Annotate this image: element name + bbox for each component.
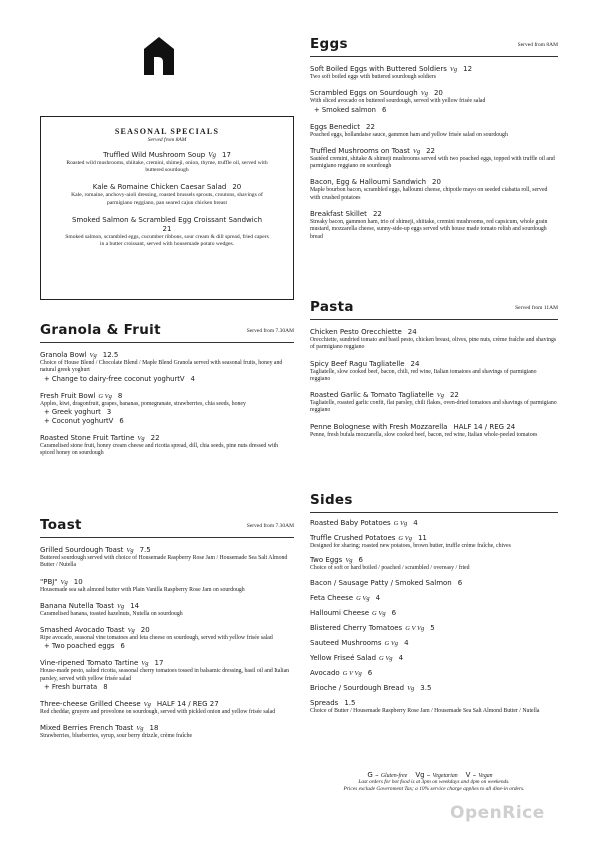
- menu-item-addon: [40, 642, 294, 651]
- menu-item: [310, 534, 558, 550]
- menu-item-name: [310, 654, 558, 663]
- section-served-time: Served from 11AM: [515, 305, 558, 311]
- menu-item-title: Penne Bolognese with Fresh Mozzarella: [310, 422, 448, 431]
- legend-separator: –: [424, 771, 433, 779]
- menu-item-title: Fresh Fruit Bowl: [40, 391, 96, 400]
- addon-label: + Coconut yoghurt: [44, 416, 109, 425]
- menu-item-name: [40, 351, 294, 360]
- menu-item-title: Soft Boiled Eggs with Buttered Soldiers: [310, 65, 447, 73]
- dietary-tag: Vg: [407, 684, 415, 692]
- special-item-title: Kale & Romaine Chicken Caesar Salad: [92, 183, 227, 192]
- legend-label: Vegetarian: [432, 773, 458, 779]
- menu-item-price: 6: [367, 668, 373, 677]
- menu-item-title: Feta Cheese: [310, 593, 354, 602]
- dietary-tag: G Vg: [372, 609, 386, 617]
- section-header: [40, 316, 294, 338]
- menu-item-description: Red cheddar, gruyere and provolone on sourdough, served with pickled onion and yellow frisée salad: [40, 709, 276, 716]
- menu-item-name: [310, 391, 558, 400]
- menu-item-price: 1.5: [344, 698, 356, 707]
- menu-item: [310, 328, 558, 352]
- dietary-tag: Vg: [436, 392, 444, 400]
- addon-price: 4: [190, 374, 195, 383]
- section-divider: [310, 319, 558, 320]
- menu-item: [310, 178, 558, 202]
- menu-item-price: HALF 14 / REG 27: [156, 700, 219, 709]
- menu-item-description: Poached eggs, hollandaise sauce, gammon ham and yellow frisée salad on sourdough: [310, 131, 508, 138]
- menu-item-name: [310, 328, 558, 337]
- menu-item-title: Yellow Friseé Salad: [310, 653, 377, 662]
- menu-item: [310, 147, 558, 171]
- section-eggs: [310, 30, 558, 241]
- legend-label: Gluten-free: [380, 773, 408, 779]
- menu-item-price: 24: [407, 328, 417, 336]
- menu-item-description: Caramelised stone fruit, honey cream cheese and ricotta spread, dill, chia seeds, pine nuts dressed with spiced honey on sourdough: [40, 442, 279, 457]
- special-item-title: Truffled Wild Mushroom Soup: [103, 151, 206, 159]
- menu-item-name: [310, 609, 558, 618]
- dietary-tag: Vg: [127, 627, 135, 635]
- addon-label: + Change to dairy-free coconut yoghurt: [44, 374, 180, 383]
- addon-price: 3: [106, 407, 112, 416]
- section-divider: [40, 342, 294, 343]
- menu-item: [310, 654, 558, 663]
- addon-price: 6: [119, 416, 124, 425]
- dietary-tag: V: [108, 416, 114, 425]
- specials-list: [41, 151, 293, 248]
- legend-label: Vegan: [478, 773, 493, 779]
- dietary-tag: G Vg: [398, 535, 412, 542]
- legend-code: G: [367, 771, 373, 779]
- menu-item-name: [40, 602, 294, 611]
- menu-item-price: 20: [432, 178, 441, 187]
- menu-item-title: Breakfast Skillet: [310, 210, 367, 219]
- menu-item-name: [310, 65, 558, 74]
- menu-item-description: Caramelised banana, toasted hazelnuts, Nutella on sourdough: [40, 610, 183, 617]
- menu-item-description: Two soft boiled eggs with buttered sourdough soldiers: [310, 74, 436, 80]
- menu-item-title: Sauteed Mushrooms: [310, 638, 382, 647]
- menu-item-title: Roasted Stone Fruit Tartine: [40, 433, 135, 442]
- legend-code: V: [465, 771, 471, 779]
- menu-item-title: Spicy Beef Ragu Tagliatelle: [310, 359, 405, 368]
- menu-item-title: Truffle Crushed Potatoes: [310, 534, 396, 542]
- dietary-tag: G Vg: [384, 639, 399, 647]
- menu-item: [310, 423, 558, 439]
- menu-item-title: Blistered Cherry Tomatoes: [310, 623, 403, 632]
- legend-code: Vg: [415, 771, 425, 779]
- menu-item-addon: [40, 375, 294, 384]
- menu-item-price: 10: [73, 577, 83, 586]
- menu-item-price: 4: [398, 653, 404, 662]
- dietary-tag: Vg: [136, 725, 144, 733]
- dietary-tag: Vg: [137, 434, 145, 442]
- menu-item-description: Choice of soft or hard boiled / poached / scrambled / overeasy / fried: [310, 565, 470, 572]
- menu-item-description: With sliced avocado on buttered sourdough, served with yellow frisée salad: [310, 98, 486, 105]
- menu-item: [40, 724, 294, 740]
- special-item-price: 20: [232, 183, 242, 192]
- addon-label: + Fresh burrata: [44, 683, 98, 692]
- menu-item: [310, 556, 558, 572]
- section-toast: [40, 511, 294, 741]
- section-granola: [40, 316, 294, 457]
- dietary-legend: [310, 771, 558, 779]
- dietary-tag: Vg: [126, 547, 134, 554]
- footer-note-prices: Prices exclude Government Tax; a 10% service charge applies to all dine-in orders.: [343, 786, 525, 792]
- dietary-tag: V: [179, 374, 185, 383]
- dietary-tag: G Vg: [393, 520, 408, 527]
- menu-item: [310, 210, 558, 241]
- menu-item-price: 4: [413, 519, 418, 527]
- menu-item-description: Apples, kiwi, dragonfruit, grapes, bananas, pomegranate, strawberries, chia seeds, honey: [40, 400, 246, 407]
- dietary-tag: Vg: [412, 147, 421, 155]
- menu-item-price: 12.5: [102, 351, 119, 359]
- menu-item-title: Brioche / Sourdough Bread: [310, 683, 405, 692]
- menu-item: [40, 578, 294, 594]
- menu-item-name: [40, 659, 294, 668]
- dietary-tag: Vg: [60, 578, 68, 586]
- menu-item-description: Ripe avocado, seasonal vine tomatoes and feta cheese on sourdough, served with yellow frisée salad: [40, 635, 273, 642]
- menu-item: [310, 519, 558, 528]
- section-title: Granola & Fruit: [40, 322, 161, 338]
- dietary-tag: G Vg: [379, 654, 393, 662]
- menu-item-name: [40, 434, 294, 443]
- menu-item: [40, 659, 294, 692]
- menu-item-price: 12: [463, 65, 473, 73]
- special-item-description: Roasted wild mushrooms, shiitake, cremini, shimeji, onion, thyme, truffle oil, served with buttered sourdough: [66, 160, 268, 174]
- menu-item-description: Choice of Butter / Housemade Raspberry Rose Jam / Housemade Sea Salt Almond Butter / Nutella: [310, 707, 540, 714]
- menu-item-name: [310, 534, 558, 543]
- menu-item-price: HALF 14 / REG 24: [453, 422, 516, 431]
- special-item: [41, 151, 293, 174]
- section-title: Sides: [310, 492, 353, 508]
- menu-item-price: 22: [449, 391, 459, 400]
- menu-item-title: Bacon, Egg & Halloumi Sandwich: [310, 178, 427, 187]
- menu-item-name: [40, 626, 294, 635]
- menu-item-title: Three-cheese Grilled Cheese: [40, 700, 141, 709]
- menu-item-name: [310, 624, 558, 633]
- dietary-tag: Vg: [345, 557, 353, 565]
- addon-price: 8: [103, 683, 108, 692]
- menu-item-name: [310, 89, 558, 98]
- menu-item-price: 11: [417, 534, 427, 542]
- menu-item-name: [310, 556, 558, 565]
- menu-item-addon: [40, 408, 294, 417]
- dietary-tag: G Vg: [356, 594, 370, 602]
- section-pasta: [310, 293, 558, 439]
- menu-item-title: Scrambled Eggs on Sourdough: [310, 89, 418, 98]
- footer-note-last-orders: Last orders for hot food is at 3pm on weekdays and 4pm on weekends.: [358, 779, 510, 785]
- section-title: Eggs: [310, 36, 348, 52]
- section-served-time: Served from 7.30AM: [246, 523, 294, 529]
- menu-item: [310, 65, 558, 81]
- menu-item-name: [310, 669, 558, 678]
- dietary-tag: G V Vg: [342, 669, 362, 677]
- menu-item-description: Housemade sea salt almond butter with Plain Vanilla Raspberry Rose Jam on sourdough: [40, 586, 245, 593]
- menu-item-price: 17: [154, 659, 164, 668]
- addon-price: 6: [381, 105, 387, 114]
- menu-item: [310, 639, 558, 648]
- menu-item-name: [310, 639, 558, 648]
- menu-item-name: [310, 699, 558, 708]
- section-header: [310, 30, 558, 52]
- menu-item-name: [310, 147, 558, 156]
- menu-item-description: Orecchiette, sundried tomato and basil pesto, chicken breast, olives, pine nuts, crème fraîche and shavings of parmigiano reggiano: [310, 337, 557, 351]
- menu-item-title: "PBJ": [40, 577, 58, 586]
- menu-item: [40, 626, 294, 651]
- menu-item-price: 22: [372, 210, 382, 219]
- menu-item-price: 4: [404, 638, 409, 647]
- menu-item-price: 14: [130, 601, 140, 610]
- menu-item-price: 3.5: [420, 683, 432, 692]
- menu-item-addon: [310, 106, 558, 115]
- dietary-tag: Vg: [116, 602, 125, 610]
- menu-item-title: Grilled Sourdough Toast: [40, 546, 124, 554]
- dietary-tag: G Vg: [98, 392, 112, 400]
- menu-item-price: 7.5: [139, 546, 151, 554]
- menu-item-title: Halloumi Cheese: [310, 608, 370, 617]
- menu-item-title: Vine-ripened Tomato Tartine: [40, 659, 139, 668]
- special-item-description: Smoked salmon, scrambled eggs, cucumber ribbons, sour cream & dill spread, fried capers in a butter croissant, served with housemade potato wedges.: [65, 233, 269, 248]
- menu-item-title: Avocado: [310, 668, 340, 677]
- menu-item-price: 24: [410, 359, 420, 368]
- menu-item-price: 20: [140, 626, 150, 635]
- section-served-time: Served from 7.30AM: [246, 328, 294, 334]
- menu-item: [40, 392, 294, 426]
- menu-item-description: Penne, fresh bufala mozzarella, slow cooked beef, bacon, red wine, Italian whole-peeled tomatoes: [310, 431, 538, 438]
- addon-label: + Smoked salmon: [314, 105, 376, 114]
- menu-item-title: Chicken Pesto Orecchiette: [310, 328, 402, 336]
- section-title: Pasta: [310, 299, 354, 315]
- dietary-tag: G V Vg: [405, 624, 425, 632]
- menu-item-description: Choice of House Blend / Chocolate Blend / Maple Blend Granola served with seasonal fruits, honey and natural greek yoghurt: [40, 360, 283, 374]
- section-divider: [310, 512, 558, 513]
- menu-item: [310, 699, 558, 715]
- section-divider: [40, 537, 294, 538]
- menu-item: [310, 684, 558, 693]
- menu-item: [310, 360, 558, 384]
- menu-item-name: [310, 123, 558, 132]
- menu-item: [310, 609, 558, 618]
- menu-item: [40, 351, 294, 384]
- menu-item-price: 6: [391, 608, 397, 617]
- menu-item-name: [310, 178, 558, 187]
- menu-item-name: [310, 579, 558, 588]
- menu-item-title: Mixed Berries French Toast: [40, 724, 134, 733]
- menu-item-price: 6: [358, 556, 364, 565]
- menu-item: [40, 434, 294, 458]
- special-item-name: [41, 151, 293, 160]
- menu-item-description: Tagliatelle, slow cooked beef, bacon, chili, red wine, Italian tomatoes and shavings of parmigiano reggiano: [310, 368, 537, 382]
- menu-item-title: Granola Bowl: [40, 351, 87, 359]
- menu-item-addon: [40, 683, 294, 692]
- addon-label: + Greek yoghurt: [44, 407, 101, 416]
- menu-item-name: [310, 360, 558, 369]
- menu-item-price: 18: [149, 724, 159, 733]
- menu-item-name: [40, 578, 294, 587]
- special-item-price: 17: [222, 151, 231, 159]
- menu-item-name: [310, 210, 558, 219]
- menu-item-description: Sautéed cremini, shitake & shimeji mushrooms served with two poached eggs, topped with truffle oil and parmigiano reggiano on sourdough: [310, 155, 555, 170]
- special-item: [41, 216, 293, 248]
- house-logo-icon: [144, 37, 174, 75]
- menu-item-title: Eggs Benedict: [310, 122, 361, 131]
- menu-item: [310, 89, 558, 114]
- menu-item-price: 4: [375, 593, 381, 602]
- menu-item-name: [310, 423, 558, 432]
- menu-item-title: Smashed Avocado Toast: [40, 626, 125, 635]
- section-sides: [310, 486, 558, 715]
- menu-item-title: Roasted Baby Potatoes: [310, 519, 391, 527]
- specials-title: SEASONAL SPECIALS: [114, 127, 220, 136]
- menu-item-addon: [40, 417, 294, 426]
- section-header: [310, 293, 558, 315]
- special-item-price: 21: [162, 224, 172, 233]
- menu-item-name: [40, 700, 294, 709]
- menu-item-name: [40, 392, 294, 401]
- menu-item-name: [310, 684, 558, 693]
- menu-item-price: 8: [117, 391, 123, 400]
- menu-item: [40, 546, 294, 570]
- section-divider: [310, 56, 558, 57]
- specials-served: Served from 8AM: [147, 137, 187, 143]
- legend-separator: –: [372, 771, 381, 779]
- menu-item-price: 22: [366, 122, 375, 131]
- menu-item: [310, 669, 558, 678]
- menu-item-price: 22: [150, 433, 160, 442]
- menu-item: [310, 579, 558, 588]
- dietary-tag: Vg: [449, 66, 458, 73]
- menu-item: [40, 602, 294, 618]
- menu-item-description: Designed for sharing; roasted new potatoes, brown butter, truffle crème fraîche, chives: [310, 543, 511, 549]
- menu-item-price: 6: [457, 578, 463, 587]
- menu-item-description: Tagliatelle, roasted garlic confit, flat parsley, chili flakes, oven-dried tomatoes and shavings of parmigiano reggiano: [310, 400, 557, 414]
- openrice-watermark: OpenRice: [450, 803, 545, 823]
- menu-item-description: Strawberries, blueberries, syrup, sour berry drizzle, crème fraîche: [40, 733, 193, 740]
- menu-item-price: 5: [430, 623, 435, 632]
- section-served-time: Served from 8AM: [517, 42, 558, 48]
- dietary-tag: Vg: [208, 151, 216, 159]
- menu-item: [310, 391, 558, 415]
- seasonal-specials-box: [40, 116, 294, 300]
- special-item-name: [41, 216, 293, 234]
- section-header: [310, 486, 558, 508]
- menu-item-name: [310, 594, 558, 603]
- menu-item-price: 22: [426, 146, 435, 155]
- menu-item: [40, 700, 294, 716]
- section-header: [40, 511, 294, 533]
- menu-item-description: Streaky bacon, gammon ham, trio of shimeji, shiitake, cremini mushrooms, red capsicum, whole grain mustard, mozzarella cheese, sunny-side-up eggs served with house made tomato relish and sourdough bread: [310, 219, 548, 240]
- menu-item-title: Roasted Garlic & Tomato Tagliatelle: [310, 391, 434, 400]
- menu-item-description: House-made pesto, salted ricotta, seasonal cherry tomatoes tossed in balsamic dressing, basil oil and Italian parsley, served with yellow frisée salad: [40, 668, 290, 682]
- menu-item-title: Spreads: [310, 698, 339, 707]
- special-item-description: Kale, romaine, anchovy-aioli dressing, roasted brussels sprouts, croutons, shavings of parmigiano reggiano, pan seared cajun chicken breast: [71, 192, 263, 206]
- menu-item: [310, 624, 558, 633]
- special-item: [41, 183, 293, 206]
- menu-item: [310, 123, 558, 139]
- dietary-tag: Vg: [143, 701, 151, 709]
- menu-item-title: Two Eggs: [310, 556, 343, 565]
- menu-item-name: [40, 546, 294, 555]
- menu-item: [310, 594, 558, 603]
- menu-item-title: Bacon / Sausage Patty / Smoked Salmon: [310, 578, 452, 587]
- addon-label: + Two poached eggs: [44, 642, 115, 651]
- dietary-tag: Vg: [141, 660, 149, 668]
- menu-item-title: Truffled Mushrooms on Toast: [310, 146, 410, 155]
- legend-separator: –: [470, 771, 479, 779]
- dietary-tag: Vg: [420, 90, 428, 98]
- special-item-title: Smoked Salmon & Scrambled Egg Croissant Sandwich: [71, 215, 263, 224]
- menu-item-price: 20: [433, 89, 443, 98]
- dietary-tag: Vg: [89, 352, 97, 359]
- addon-price: 6: [120, 642, 125, 651]
- section-title: Toast: [40, 517, 82, 533]
- menu-footer: [310, 771, 558, 793]
- menu-item-title: Banana Nutella Toast: [40, 601, 114, 610]
- menu-item-description: Buttered sourdough served with choice of Housemade Raspberry Rose Jam / Housemade Sea Salt Almond Butter / Nutella: [40, 555, 288, 569]
- menu-item-description: Maple bourbon bacon, scrambled eggs, halloumi cheese, chipotle mayo on seeded ciabatta roll, served with crushed potatoes: [310, 187, 548, 201]
- menu-item-name: [310, 519, 558, 528]
